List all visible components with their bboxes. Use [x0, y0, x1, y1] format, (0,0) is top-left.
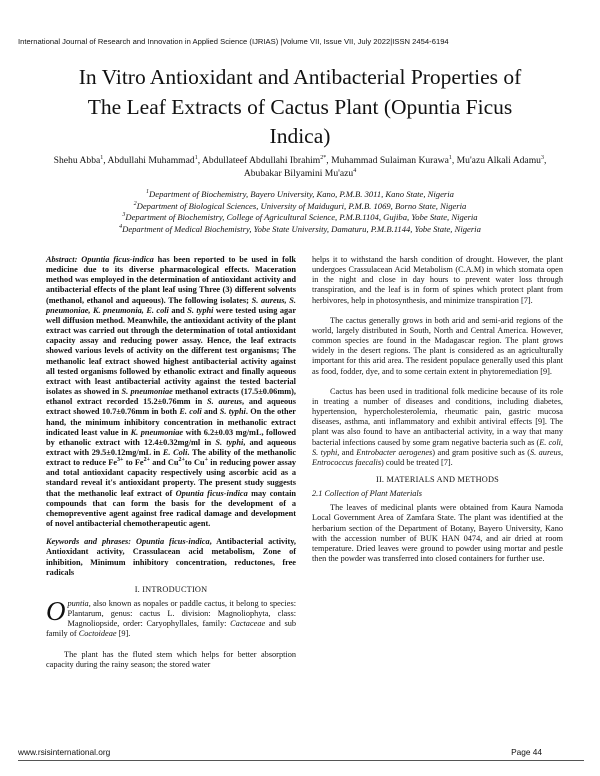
abstract [46, 255, 296, 529]
abstract-text: and [201, 407, 220, 417]
abstract-text: . On the other hand, the minimum inhibitory concentration in methanolic extract indicated least value in [46, 407, 296, 437]
title-line: Indica) [269, 124, 331, 148]
author-name: Abubakar Bilyamini Mu'azu [243, 167, 354, 179]
keywords-label: Keywords and phrases: [46, 537, 132, 547]
intro-paragraph [46, 596, 297, 640]
left-column [46, 255, 296, 670]
affiliation [36, 201, 564, 213]
drop-cap: O [46, 596, 66, 626]
footer-page-number: Page 44 [511, 747, 542, 757]
body-text: , also known as nopales or paddle cactus, it belong to species: Plantarum, genus: cactus L. division: Magnoliophyta, class: Magnoliopside, order: Caryophyllales, family: [67, 599, 296, 629]
author-name: Abdullahi Muhammad [107, 155, 195, 166]
affiliation [36, 224, 564, 236]
paper-title [40, 63, 560, 152]
author-sup: 1 [448, 154, 452, 161]
species-name: Entrobacter aerogenes [356, 447, 433, 457]
abstract-label: Abstract: [46, 255, 78, 264]
species-name: E. coli, S. typhi, [312, 437, 564, 457]
species-name: E. Coli [162, 447, 188, 457]
right-column [312, 255, 563, 564]
species-name: K. pneumoniae [130, 427, 184, 437]
author-sup: 3 [540, 154, 544, 161]
author-sup: 4 [353, 167, 357, 174]
abstract-text: to Cu [184, 458, 205, 468]
section-heading: I. INTRODUCTION [134, 584, 208, 594]
ion-charge: 2+ [178, 457, 185, 464]
abstract-text: were tested using agar well diffusion method. Meanwhile, the antioxidant activity of the plant extract was carried out through the determination of total antioxidant capacity assay and reducing power assay. Hence, the leaf extracts showed various levels of activity on the different test organisms; The methanolic leaf extract showed highest antibacterial activity against all tested organisms followed by ethanolic extract and finally aqueous extract with least antibacterial activity against the tested bacterial isolates as showed in [46, 305, 297, 397]
species-name: Opuntia ficus-indica [175, 488, 248, 498]
affiliation-text: Department of Biochemistry, College of Agricultural Science, P.M.B.1104, Gujiba, Yobe State, Nigeria [125, 212, 478, 223]
abstract-text: to Fe [123, 458, 144, 468]
species-name: S. aureus, Entrococcus faecalis [312, 447, 564, 467]
body-paragraph: helps it to withstand the harsh condition of drought. However, the plant undergoes Crassulacean Acid Metabolism (C.A.M) in which stomata open in the night and close in day hours to prevent water loss through transpiration, and the leaf is in form of spines which protect plant from herbivores, help in photosynthesis, and minimize transpiration [7]. [312, 255, 563, 305]
species-name: S. aureus [206, 397, 242, 407]
author-list: Shehu Abba$^1$, Abdullahi Muhammad$^1$, Abdullateef Abdullahi Ibrahim$^{2*}$, Muhammad Sulaiman Kurawa$^1$, Mu'azu Alkali Adamu$^3$, Abubakar Bilyamini Mu'azu$^4$ [53, 154, 547, 179]
affiliation [36, 212, 564, 224]
species-name: Opuntia ficus-indica [81, 255, 154, 264]
abstract-text: has been reported to be used in folk medicine due to its diverse pharmacological effects. Maceration method was employed in the determination of antioxidant activity and antibacterial effects of the plant leaf using Three (3) different solvents (methanol, ethanol and aqueous). The following isolates; [46, 255, 297, 305]
affiliation-sup: 3 [122, 212, 126, 219]
species-name: S. typhi [187, 305, 214, 315]
species-name: S. aureus, S. pneumoniae, K. pneumonia, E. coli [46, 295, 296, 315]
body-text: and sub family of [46, 619, 297, 639]
body-paragraph [312, 387, 563, 468]
affiliation-list [36, 189, 564, 236]
subsection-heading: 2.1 Collection of Plant Materials [312, 489, 422, 499]
affiliation-text: Department of Biochemistry, Bayero University, Kano, P.M.B. 3011, Kano State, Nigeria [149, 189, 454, 199]
body-paragraph: The cactus generally grows in both arid and semi-arid regions of the world, largely distributed in South, North and Central America. However, common species are found in the Madagascar region. The plant grows widely in the desert regions. The plant is considered as an agriculturally important for this arid area. The resident populace generally used this plant as food, fodder, dye, and to some certain extent in phytoremediation [9]. [312, 315, 563, 376]
subfamily-name: Coctoideae [78, 629, 117, 639]
species-name: E. coli [179, 407, 202, 417]
body-paragraph: The leaves of medicinal plants were obtained from Kaura Namoda Local Government Area of Zamfara State. The plant was identified at the herbarium section of the Department of Botany, Bayero University, Kano with the accession number of BUK HAN 0474, and air dried at room temperature. Dried leaves were ground to powder using mortar and pestle then the powder was transferred into closed containers for further use. [312, 503, 563, 564]
body-text: ) and gram positive such as ( [432, 447, 530, 457]
footer-divider [18, 760, 584, 761]
affiliation-text: Department of Medical Biochemistry, Yobe State University, Damaturu, P.M.B.1144, Yobe State, Nigeria [122, 224, 481, 235]
footer-website: www.rsisinternational.org [18, 747, 111, 757]
ion-charge: 2+ [143, 457, 151, 464]
species-name: Opuntia ficus-indica [135, 537, 210, 547]
abstract-text: , and aqueous extract with 29.5±0.12mg/mL in [46, 437, 297, 457]
affiliation-sup: 2 [133, 200, 137, 207]
body-text: ) could be treated [7]. [381, 457, 453, 467]
affiliation-text: Department of Biological Sciences, University of Maiduguri, P.M.B. 1069, Borno State, Nigeria [136, 200, 467, 211]
abstract-text: with 6.2±0.03 mg/mL, followed by ethanolic extract with 12.4±0.32mg/ml in [46, 427, 296, 447]
keywords [46, 537, 296, 578]
species-name: S. pneumoniae [121, 387, 173, 397]
journal-header: International Journal of Research and Innovation in Applied Science (IJRIAS) |Volume VII, Issue VII, July 2022|ISSN 2454-6194 [18, 37, 449, 46]
abstract-text: in reducing power assay and total antioxidant capacity respectively using ascorbic acid as a standard reveal it's antioxidant property. The present study suggests that the methanolic leaf extract of [46, 458, 296, 498]
abstract-text: and Cu [150, 458, 179, 468]
title-line: In Vitro Antioxidant and Antibacterial Properties of [78, 65, 522, 89]
body-text: and [339, 447, 354, 457]
author-name: Mu'azu Alkali Adamu [456, 155, 541, 166]
ion-charge: 3+ [117, 457, 124, 464]
affiliation-sup: 1 [146, 189, 150, 196]
author-sup: 1 [194, 154, 198, 161]
abstract-text: . The ability of the methanolic extract to reduce Fe [46, 447, 296, 468]
section-heading: II. MATERIALS AND METHODS [376, 474, 499, 484]
ion-charge: + [204, 457, 209, 464]
body-text: [9]. [116, 629, 131, 639]
author-name: Muhammad Sulaiman Kurawa [331, 155, 449, 166]
author-name: Abdullateef Abdullahi Ibrahim [201, 155, 321, 166]
author-name: Shehu Abba [53, 155, 101, 166]
species-name: S. typhi [219, 407, 246, 417]
abstract-text: methanol extracts (17.5±0.06mm), ethanol extract recorded 15.2±0.76mm in [46, 387, 296, 407]
genus-name: puntia [67, 599, 89, 608]
keywords-text: , Antibacterial activity, Antioxidant activity, Crassulacean acid metabolism, Zone of inhibition, Minimum inhibitory concentration, reductones, free radicals [46, 537, 297, 577]
affiliation [36, 189, 564, 201]
title-line: The Leaf Extracts of Cactus Plant (Opuntia Ficus [87, 94, 513, 119]
species-name: S. typhi [215, 437, 244, 447]
abstract-text: may contain compounds that can form the basis for the development of a chemopreventive agent against free radical damage and development of novel antibacterial chemotherapeutic agent. [46, 488, 297, 529]
author-sup: 2* [320, 154, 327, 161]
abstract-text: and [168, 305, 188, 315]
author-sup: 1 [100, 154, 104, 161]
body-text: Cactus has been used in traditional folk medicine because of its role in treating a number of diseases and conditions, including diabetes, hypertension, hypercholesterolemia, rheumatic pain, gastric mucosa diseases, asthma, anti inflammatory and exhibit antiviral effects [9]. The plant was also found to have an antibacterial activity, in a way that many bacterial infections caused by some gram negative bacteria such as ( [312, 386, 563, 447]
abstract-text: , and aqueous extract showed 10.7±0.76mm in both [46, 397, 297, 417]
affiliation-sup: 4 [119, 224, 123, 231]
family-name: Cactaceae [230, 619, 266, 629]
body-paragraph: The plant has the fluted stem which helps for better absorption capacity during the rainy season; the stored water [46, 649, 296, 669]
